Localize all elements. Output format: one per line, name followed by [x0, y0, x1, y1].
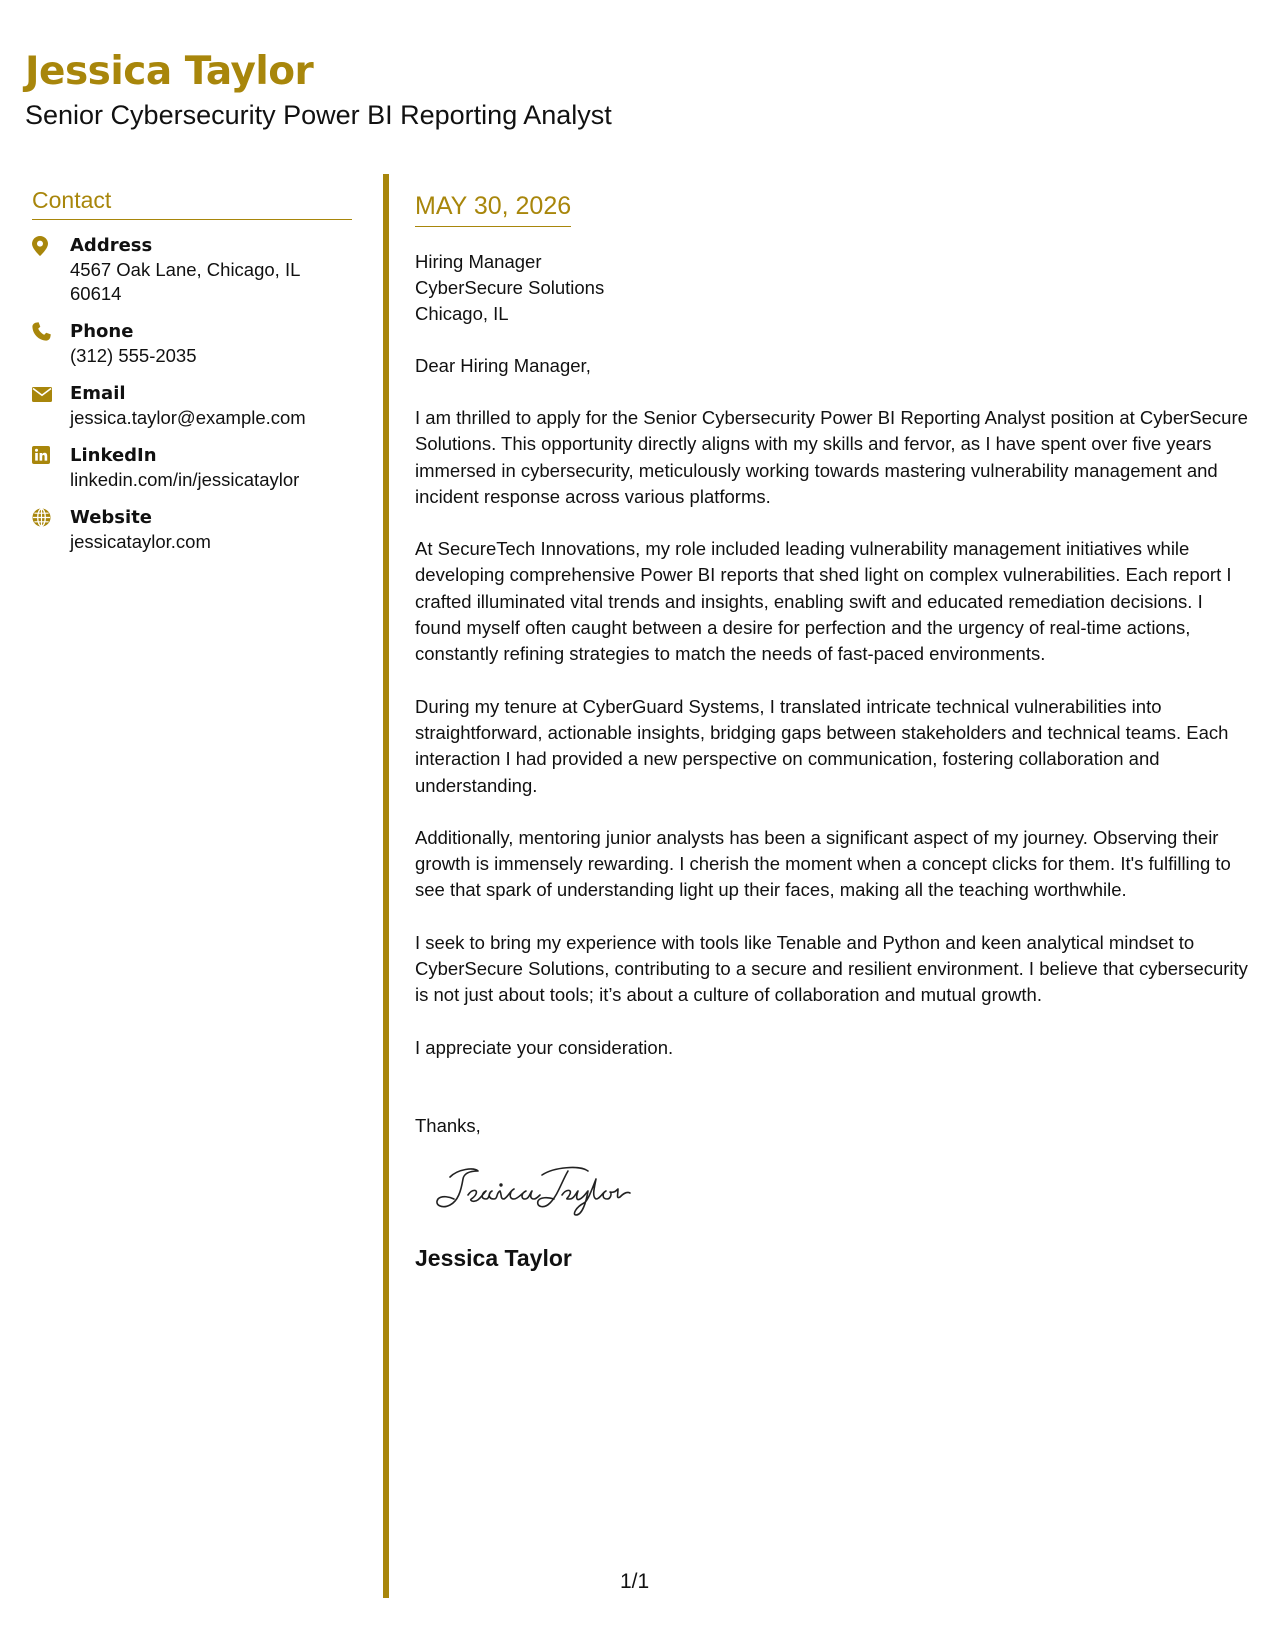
letter-body [415, 190, 1250, 1272]
linkedin-label: LinkedIn [70, 445, 157, 466]
body-paragraph: I seek to bring my experience with tools like Tenable and Python and keen analytical mindset to CyberSecure Solutions, contributing to a secure and resilient environment. I believe that cybersecurity is not just about tools; it’s about a culture of collaboration and mutual growth. [415, 931, 1248, 1006]
closing: Thanks, [415, 1114, 481, 1136]
contact-website [32, 506, 352, 554]
letter-date: MAY 30, 2026 [415, 190, 571, 227]
globe-icon [32, 506, 70, 554]
contact-linkedin [32, 444, 352, 492]
body-paragraph: During my tenure at CyberGuard Systems, I translated intricate technical vulnerabilities into straightforward, actionable insights, bridging gaps between stakeholders and technical teams. Each interaction I had provided a new perspective on communication, fostering collaboration and understanding. [415, 695, 1229, 796]
linkedin-value: linkedin.com/in/jessicataylor [70, 469, 300, 490]
contact-sidebar [32, 186, 352, 554]
email-label: Email [70, 383, 126, 404]
address-label: Address [70, 235, 153, 256]
website-value: jessicataylor.com [70, 531, 211, 552]
contact-heading: Contact [32, 186, 352, 220]
body-paragraph: I appreciate your consideration. [415, 1036, 674, 1058]
website-label: Website [70, 507, 153, 528]
page-number: 1/1 [620, 1570, 650, 1593]
phone-value: (312) 555-2035 [70, 345, 197, 366]
applicant-name: Jessica Taylor [25, 49, 314, 94]
body-paragraph: I am thrilled to apply for the Senior Cybersecurity Power BI Reporting Analyst position at CyberSecure Solutions. This opportunity directly aligns with my skills and fervor, as I have spent over five years immersed in cybersecurity, meticulously working towards mastering vulnerability management and incident response across various platforms. [415, 407, 1248, 507]
linkedin-icon [32, 444, 70, 492]
recipient-block [415, 249, 1250, 327]
body-paragraph: At SecureTech Innovations, my role included leading vulnerability management initiatives while developing comprehensive Power BI reports that shed light on complex vulnerabilities. Each report I crafted illuminated vital trends and insights, enabling swift and educated remediation decisions. I found myself often caught between a desire for perfection and the urgency of real-time actions, constantly refining strategies to match the needs of fast-paced environments. [415, 538, 1232, 665]
column-divider [383, 174, 389, 1598]
phone-icon [32, 320, 70, 368]
map-pin-icon [32, 234, 70, 306]
envelope-icon [32, 382, 70, 430]
contact-email [32, 382, 352, 430]
contact-phone [32, 320, 352, 368]
phone-label: Phone [70, 321, 134, 342]
contact-address [32, 234, 352, 306]
letter-header [25, 48, 612, 132]
address-value: 4567 Oak Lane, Chicago, IL 60614 [70, 259, 300, 304]
email-value: jessica.taylor@example.com [70, 407, 306, 428]
recipient-line: Hiring Manager [415, 251, 542, 272]
handwritten-signature [430, 1159, 1250, 1224]
body-paragraph: Additionally, mentoring junior analysts has been a significant aspect of my journey. Observing their growth is immensely rewarding. I cherish the moment when a concept clicks for them. It's fulfilling to see that spark of understanding light up their faces, making all the teaching worthwhile. [415, 826, 1231, 901]
salutation: Dear Hiring Manager, [415, 355, 591, 376]
recipient-line: Chicago, IL [415, 303, 509, 324]
job-title: Senior Cybersecurity Power BI Reporting Analyst [25, 100, 612, 130]
recipient-line: CyberSecure Solutions [415, 277, 605, 298]
signer-name: Jessica Taylor [415, 1244, 572, 1271]
